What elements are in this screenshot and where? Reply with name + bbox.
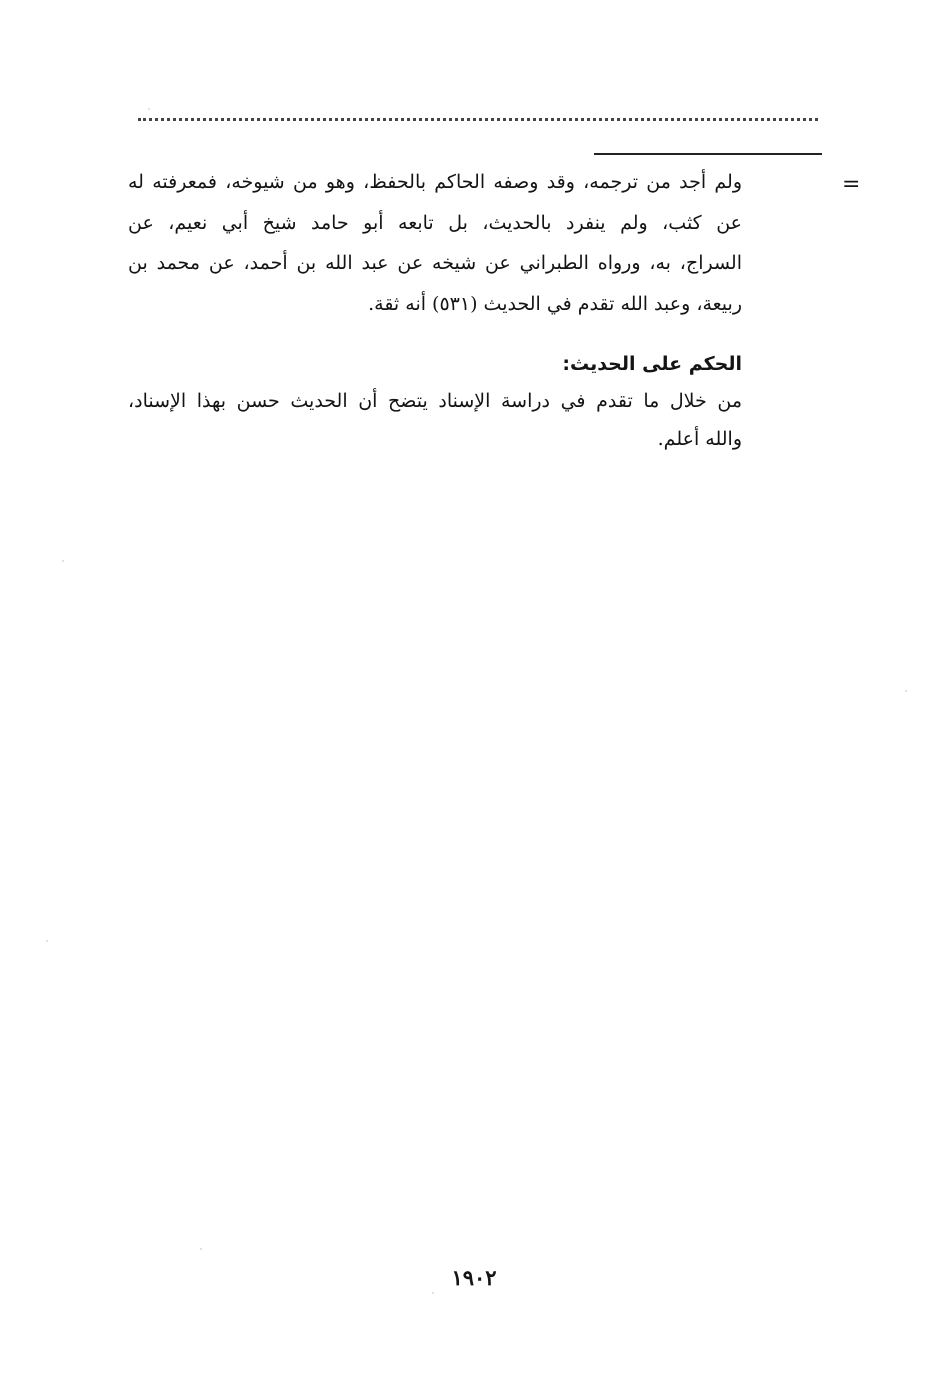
scan-speck <box>432 1292 434 1294</box>
ruling-section <box>128 346 742 458</box>
scan-speck <box>200 1248 202 1250</box>
ruling-line: من خلال ما تقدم في دراسة الإسناد يتضح أن الحديث حسن بهذا الإسناد، <box>128 390 742 412</box>
scan-speck <box>62 560 64 562</box>
scan-speck <box>148 108 150 110</box>
scan-speck <box>905 690 907 692</box>
footnote-line: ولم أجد من ترجمه، وقد وصفه الحاكم بالحفظ، وهو من شيوخه، فمعرفته له <box>128 171 742 193</box>
footnote-separator-rule <box>594 153 822 155</box>
footnote-line: السراج، به، ورواه الطبراني عن شيخه عن عبد الله بن أحمد، عن محمد بن <box>128 252 742 274</box>
scan-speck <box>46 940 48 942</box>
footnote-line: ربيعة، وعبد الله تقدم في الحديث (٥٣١) أنه ثقة. <box>368 292 742 315</box>
page-number: ١٩٠٢ <box>451 1265 497 1290</box>
continuation-mark: = <box>842 172 861 197</box>
ruling-heading: الحكم على الحديث: <box>562 353 742 375</box>
header-dotted-rule <box>138 118 818 121</box>
ruling-line: والله أعلم. <box>657 428 742 450</box>
footnote-block <box>128 162 742 324</box>
footnote-line: عن كثب، ولم ينفرد بالحديث، بل تابعه أبو حامد شيخ أبي نعيم، عن <box>128 211 742 234</box>
